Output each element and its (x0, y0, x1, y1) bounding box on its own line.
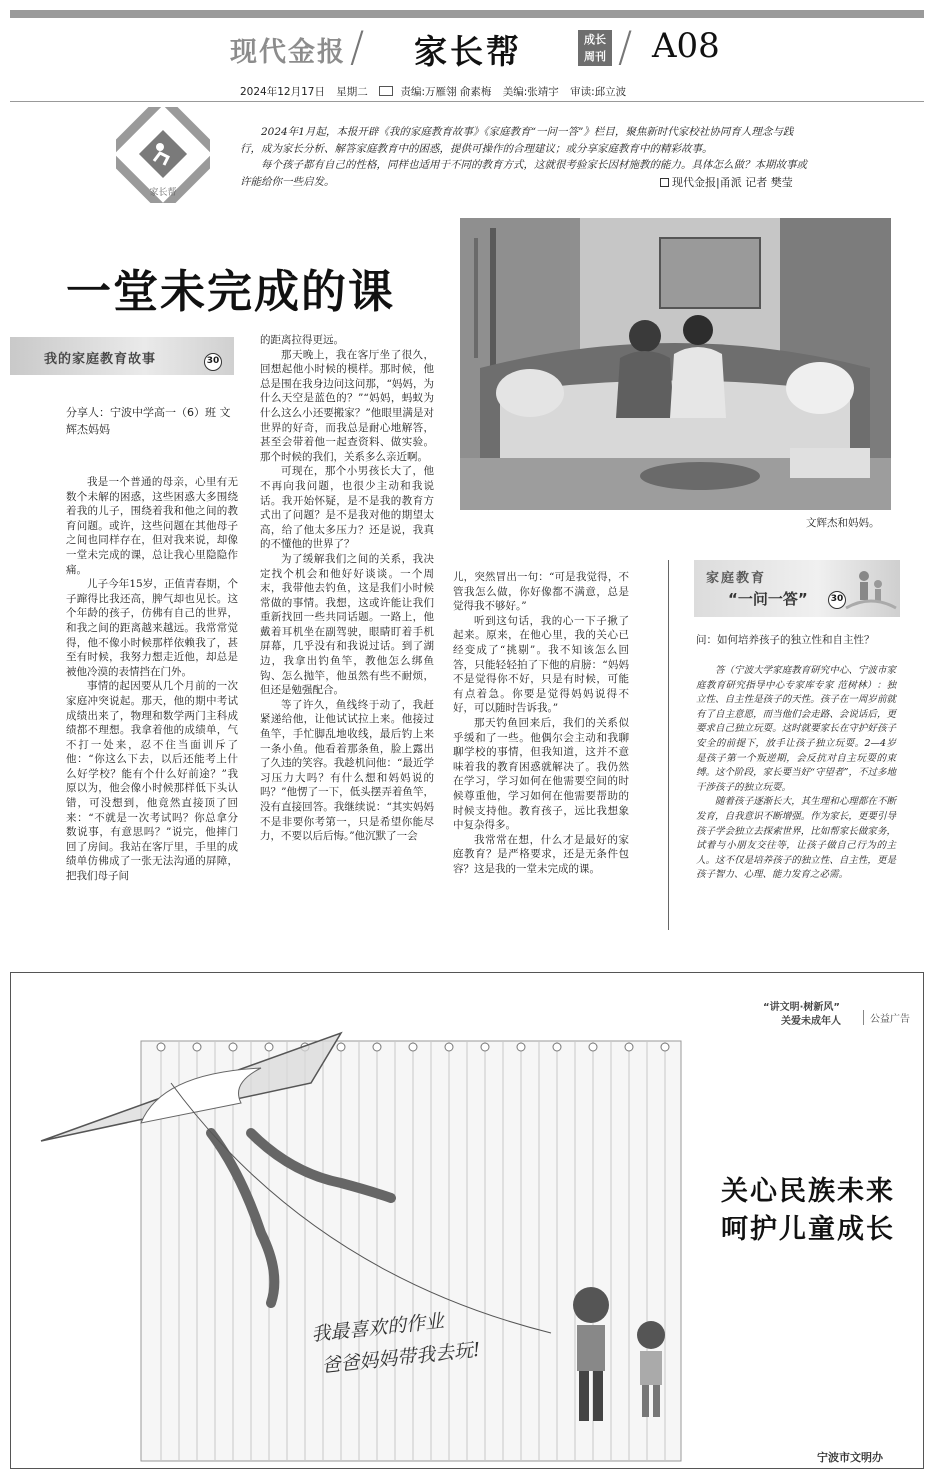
ad-handwriting-2: 爸爸妈妈带我去玩! (320, 1338, 482, 1378)
badge-line1: 成长 (584, 33, 606, 46)
ad-handwriting-1: 我最喜欢的作业 (310, 1310, 445, 1346)
family-icon (844, 564, 898, 614)
article-paragraph: 我常常在想，什么才是最好的家庭教育？是严格要求，还是无条件包容？这是我的一堂未完成的课。 (453, 833, 629, 875)
column-logo (116, 107, 210, 203)
issue-date: 2024年12月17日 (240, 86, 325, 98)
qa-answer-paragraph: 答（宁波大学家庭教育研究中心、宁波市家庭教育研究指导中心专家库专家 范树林）：独立性、自主性是孩子的天性。孩子在一周岁前就有了自主意愿，而当他们会走路、会说话后，更要求自己独立玩耍。这时就要家长在守护好孩子安全的前提下，放手让孩子独立玩耍。2—4岁是孩子第一个叛逆期，会反抗对自主玩耍的束缚。这个阶段，家长要当好“守望者”，不过多地干涉孩子的独立玩耍。 (696, 665, 896, 793)
byline (660, 174, 793, 190)
article-paragraph: 为了缓解我们之间的关系，我决定找个机会和他好好谈谈。一个周末，我带他去钓鱼，这是我们小时候常做的事情。我想，这或许能让我们重新找回一些共同话题。一路上，他戴着耳机坐在副驾驶，眼睛盯着手机屏幕，几乎没有和我说过话。到了湖边，我拿出钓鱼竿，教他怎么绑鱼钩、怎么抛竿，他虽然有些不耐烦，但还是勉强配合。 (260, 552, 434, 697)
page-number: A08 (652, 26, 720, 66)
column-divider (668, 560, 669, 930)
ad-campaign-line2: 关爱未成年人 (781, 1016, 841, 1027)
story-banner (10, 337, 234, 375)
masthead-divider: / (350, 22, 365, 71)
article-headline: 一堂未完成的课 (66, 265, 396, 318)
ad-campaign-tag (763, 1001, 841, 1029)
badge-line2: 周刊 (584, 50, 606, 63)
designer-credit: 美编:张靖宇 (502, 86, 559, 98)
photo-caption: 文辉杰和妈妈。 (806, 517, 880, 529)
logo-figure-head (156, 143, 164, 151)
ad-sponsor: 宁波市文明办 (817, 1451, 883, 1464)
qa-answer-paragraph: 随着孩子逐渐长大，其生理和心理都在不断发育，自我意识不断增强。作为家长，更要引导孩子学会独立去探索世界，比如帮家长做家务，试着与小朋友交往等，让孩子做自己行为的主人。这不仅是培养孩子的独立性、自主性，更是孩子智力、心理、能力发育之必需。 (696, 796, 896, 881)
article-paragraph: 听到这句话，我的心一下子揪了起来。原来，在他心里，我的关心已经变成了“挑剔”。我不知该怎么回答，只能轻轻拍了下他的肩膀：“妈妈不是觉得你不好，只是有时候，可能有点着急。你要是觉得妈妈说得不好，可以随时告诉我。” (453, 614, 629, 715)
article-paragraph: 事情的起因要从几个月前的一次家庭冲突说起。那天，他的期中考试成绩出来了，物理和数学两门主科成绩都不理想。我拿着他的成绩单，气不打一处来，忍不住当面训斥了他：“你这么下去，以后还能考上什么好学校？能有个什么好前途？”我原以为，他会像小时候那样低下头认错，可没想到，他竟然直接顶了回来：“不就是一次考试吗？你总拿分数说事，有意思吗？”说完，他摔门回了房间。我站在客厅里，手里的成绩单仿佛成了一张无法沟通的屏障，把我们母子间 (66, 680, 238, 883)
logo-text: 家长帮 (149, 188, 177, 198)
masthead-divider-2: / (618, 22, 633, 71)
intro-paragraph-2: 每个孩子都有自己的性格，同样也适用于不同的教育方式，这就很考验家长因材施教的能力。具体怎么做？本期故事或许能给你一些启发。 (240, 159, 807, 188)
ad-campaign-line1: “讲文明·树新风” (763, 1002, 840, 1013)
header-rule (10, 101, 924, 102)
article-column-2 (260, 333, 434, 844)
intro-paragraph-1: 2024年1月起，本报开辟《我的家庭教育故事》《家庭教育“一问一答”》栏目，聚焦新时代家校社协同育人理念与践行，成为家长分析、解答家庭教育中的困惑，提供可操作的合理建议；或分享家庭教育中的精彩故事。 (240, 126, 794, 155)
editor-credit: 责编:万雁翎 俞素梅 (400, 86, 492, 98)
issue-meta (240, 84, 700, 99)
qa-banner-title: 家庭教育 (706, 571, 767, 586)
article-paragraph: 那天钓鱼回来后，我们的关系似乎缓和了一些。他偶尔会主动和我聊聊学校的事情，但我知道，这并不意味着我的教育困惑就解决了。我仍然在学习，学习如何在他需要空间的时候尊重他，学习如何在他需要帮助的时候支持他。教育孩子，远比我想象中复杂得多。 (453, 716, 629, 832)
feature-photo (460, 218, 891, 510)
qa-banner-subtitle: “一问一答” (728, 590, 808, 608)
byline-square-icon (660, 178, 669, 187)
article-paragraph: 等了许久，鱼线终于动了，我赶紧递给他，让他试试拉上来。他接过鱼竿，手忙脚乱地收线，最后钓上来一条小鱼。他看着那条鱼，脸上露出了久违的笑容。我趁机问他：“最近学习压力大吗？有什么想和妈妈说的吗？”他愣了一下，低头摆弄着鱼竿，没有直接回答。我继续说：“其实妈妈不是非要你考第一，只是希望你能尽力，不要以后后悔。”他沉默了一会 (260, 698, 434, 843)
ad-headline-2: 呵护儿童成长 (721, 1214, 895, 1245)
calendar-icon (379, 86, 393, 96)
qa-question: 问：如何培养孩子的独立性和自主性？ (696, 634, 875, 646)
reviewer-credit: 审读:邱立波 (570, 86, 627, 98)
qa-issue-number: 30 (828, 591, 846, 609)
issue-weekday: 星期二 (336, 86, 368, 98)
masthead-paper-name: 现代金报 (230, 37, 346, 68)
article-paragraph: 我是一个普通的母亲，心里有无数个未解的困惑，这些困惑大多围绕着我的儿子，围绕着我和他之间的教育问题。或许，这些问题在其他母子之间也同样存在，但对我来说，却像一堂未完成的课，总让我心里隐隐作痛。 (66, 476, 238, 576)
story-banner-label: 我的家庭教育故事 (44, 352, 157, 367)
sharer-line: 分享人：宁波中学高一（6）班 文辉杰妈妈 (66, 406, 231, 436)
ad-headline-1: 关心民族未来 (721, 1176, 895, 1207)
article-column-3 (453, 570, 629, 876)
public-service-ad (10, 972, 924, 1469)
story-issue-number: 30 (204, 353, 222, 371)
article-paragraph: 儿子今年15岁，正值青春期，个子蹿得比我还高，脾气却也见长。这个年龄的孩子，仿佛有自己的世界，和我之间的距离越来越远。我常常觉得，他不像小时候那样依赖我了，甚至有时候，我努力想走近他，却总是被他冷漠的表情挡在门外。 (66, 578, 238, 678)
qa-answer (696, 664, 896, 883)
article-paragraph: 儿，突然冒出一句：“可是我觉得，不管我怎么做，你好像都不满意，总是觉得我不够好。” (453, 571, 629, 613)
article-column-1 (66, 475, 238, 884)
top-rule (10, 10, 924, 18)
article-paragraph: 的距离拉得更远。 (260, 334, 344, 346)
ad-type-label: 公益广告 (863, 1010, 910, 1025)
masthead-badge (578, 30, 612, 66)
article-paragraph: 可现在，那个小男孩长大了，他不再向我问题，也很少主动和我说话。我开始怀疑，是不是我的教育方式出了问题？是不是我对他的期望太高，给了他太多压力？还是说，我真的不懂他的世界了？ (260, 465, 434, 551)
qa-banner (694, 560, 900, 617)
byline-text: 现代金报|甬派 记者 樊莹 (672, 176, 793, 189)
photo-illustration (460, 218, 891, 510)
masthead-section-title: 家长帮 (414, 32, 522, 71)
article-paragraph: 那天晚上，我在客厅坐了很久，回想起他小时候的模样。那时候，他总是围在我身边问这问那，“妈妈，为什么天空是蓝色的？”“妈妈，蚂蚁为什么这么小还要搬家？”他眼里满是对世界的好奇，而我总是耐心地解答，甚至会带着他一起查资料、做实验。那个时候的我们，关系多么亲近啊。 (260, 348, 434, 463)
notebook-holes (157, 1043, 669, 1051)
